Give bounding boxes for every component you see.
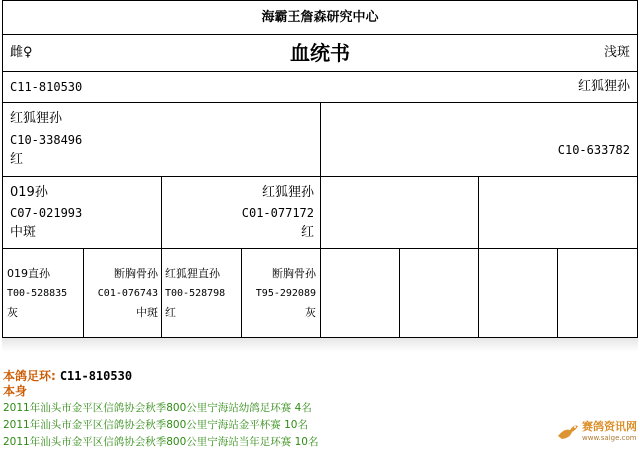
race-result: 2011年汕头市金平区信鸽协会秋季800公里宁海站当年足环赛 10名 — [3, 436, 319, 448]
self-label: 本身 — [3, 384, 28, 398]
column-divider — [320, 102, 321, 338]
grandsire-strain: 019孙 — [10, 185, 48, 200]
column-divider — [241, 248, 242, 338]
sire-strain: 红狐狸孙 — [10, 111, 63, 126]
granddam-color: 红 — [300, 225, 314, 240]
column-divider — [399, 248, 400, 338]
granddam-ring: C01-077172 — [241, 206, 314, 220]
main-title: 血统书 — [290, 41, 350, 65]
sire-ring: C10-338496 — [10, 133, 83, 147]
watermark-brand: 赛鸽资讯网 — [582, 420, 637, 433]
ggp-3-strain: 红狐狸直孙 — [165, 267, 220, 280]
watermark-logo — [556, 419, 638, 445]
race-result: 2011年汕头市金平区信鸽协会秋季800公里宁海站金平杯赛 10名 — [3, 419, 308, 431]
row-divider — [2, 71, 638, 72]
dam-ring: C10-633782 — [557, 143, 630, 157]
sex-label: 雌♀ — [10, 45, 33, 60]
column-divider — [557, 248, 558, 338]
ggp-2-color: 中斑 — [136, 306, 158, 319]
ggp-4-ring: T95-292089 — [255, 288, 316, 299]
ggp-2-ring: C01-076743 — [97, 288, 158, 299]
ring-value: C11-810530 — [59, 369, 133, 383]
column-divider — [161, 176, 162, 338]
ggp-3-ring: T00-528798 — [165, 288, 226, 299]
subject-strain: 红狐狸孙 — [577, 79, 630, 94]
ggp-4-strain: 断胸骨孙 — [272, 267, 316, 280]
watermark-url: www.saige.com — [582, 434, 637, 442]
ggp-2-strain: 断胸骨孙 — [114, 267, 158, 280]
sire-color: 红 — [10, 152, 24, 167]
race-result: 2011年汕头市金平区信鸽协会秋季800公里宁海站幼鸽足环赛 4名 — [3, 402, 312, 414]
ggp-3-color: 红 — [165, 306, 176, 319]
plumage-label: 浅斑 — [603, 45, 630, 60]
ring-line — [3, 370, 132, 382]
table-shadow — [2, 338, 638, 352]
column-divider — [83, 248, 84, 338]
column-divider — [478, 176, 479, 338]
subject-ring: C11-810530 — [10, 80, 83, 94]
row-divider — [2, 34, 638, 35]
pigeon-icon — [556, 420, 580, 444]
granddam-strain: 红狐狸孙 — [261, 185, 314, 200]
ggp-1-color: 灰 — [7, 306, 18, 319]
grandsire-ring: C07-021993 — [10, 206, 83, 220]
ggp-1-strain: 019直孙 — [7, 267, 50, 280]
ggp-4-color: 灰 — [305, 306, 316, 319]
center-title: 海霸王詹森研究中心 — [261, 10, 379, 25]
grandsire-color: 中斑 — [10, 225, 37, 240]
ring-label: 本鸽足环: — [3, 369, 56, 383]
ggp-1-ring: T00-528835 — [7, 288, 68, 299]
